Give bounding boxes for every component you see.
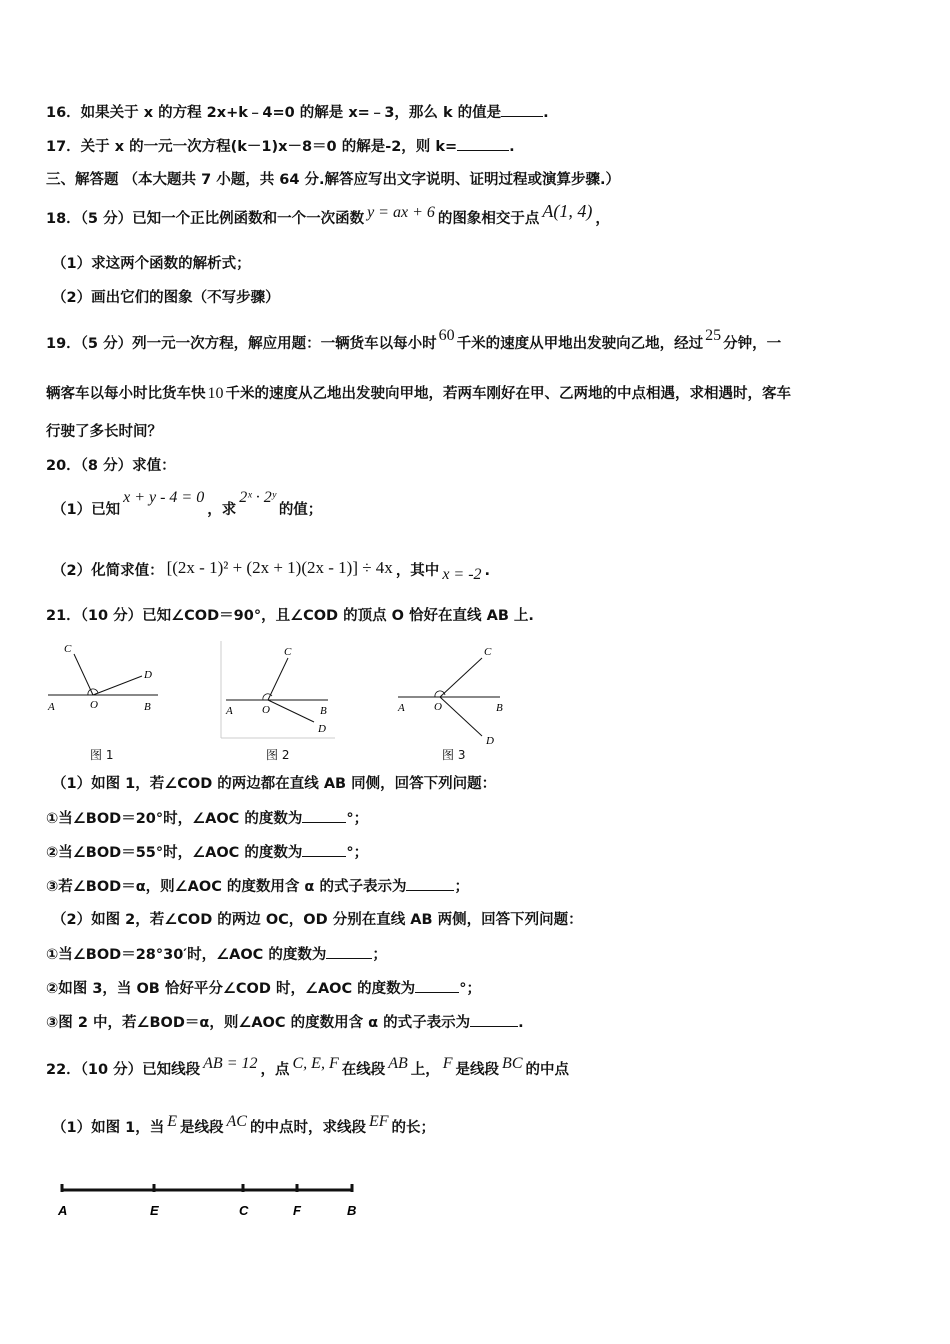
answer-blank <box>302 808 346 823</box>
q21-p2-2-text: ②如图 3，当 OB 恰好平分∠COD 时，∠AOC 的度数为 <box>46 981 416 997</box>
label-c: C <box>64 643 72 655</box>
figure-3 <box>396 640 516 746</box>
q19-speed: 60 <box>438 327 455 344</box>
ray-od <box>93 676 142 695</box>
q18-part-2: （2）画出它们的图象（不写步骤） <box>52 290 280 306</box>
q22-text-e: 是线段 <box>455 1062 500 1078</box>
q21-p1-2-end: °； <box>346 845 369 861</box>
q22-text-c: 在线段 <box>341 1062 386 1078</box>
label-a: A <box>48 701 55 713</box>
q22-formula-1: AB = 12 <box>203 1055 258 1072</box>
q22-text-a: 22．（10 分）已知线段 <box>46 1062 201 1078</box>
figure-2-caption: 图 2 <box>266 748 290 762</box>
q18-formula: y = ax + 6 <box>367 204 435 221</box>
q22-text-d: 上， <box>410 1062 440 1078</box>
q20-p1-c: 的值； <box>278 502 323 518</box>
q21-p1-1-text: ①当∠BOD＝20°时，∠AOC 的度数为 <box>46 811 303 827</box>
ray-od <box>440 697 482 736</box>
section-heading: 三、解答题 （本大题共 7 小题，共 64 分.解答应写出文字说明、证明过程或演算步骤.） <box>46 172 621 188</box>
q22-formula-4: F <box>442 1055 453 1072</box>
q21-p2-item-1 <box>46 944 387 965</box>
q21-p2-item-3 <box>46 1012 524 1033</box>
answer-blank <box>302 842 346 857</box>
q17-end: . <box>509 139 515 155</box>
q21-p1-2-text: ②当∠BOD＝55°时，∠AOC 的度数为 <box>46 845 303 861</box>
label-d: D <box>144 669 152 681</box>
q20-p2-b: ，其中 <box>395 563 440 579</box>
q20-p2-formula-2: x = -2 <box>442 566 482 583</box>
q18-text: 18．（5 分）已知一个正比例函数和一个一次函数 <box>46 211 365 227</box>
q21-p2-1-end: ； <box>372 947 387 963</box>
q22-p1-formula-2: AC <box>226 1113 247 1130</box>
q20-p2-a: （2）化简求值： <box>52 563 164 579</box>
q21-p1-item-1 <box>46 808 368 829</box>
q19-line-2 <box>46 384 791 404</box>
ray-oc <box>440 658 482 697</box>
figure-2 <box>220 640 340 742</box>
question-17 <box>46 136 515 157</box>
q19-text-c: 分钟，一 <box>723 336 782 352</box>
question-22 <box>46 1055 569 1080</box>
q22-text-f: 的中点 <box>525 1062 569 1078</box>
q21-p2-1-text: ①当∠BOD＝28°30′时，∠AOC 的度数为 <box>46 947 327 963</box>
q21-part-2: （2）如图 2，若∠COD 的两边 OC，OD 分别在直线 AB 两侧，回答下列问题： <box>52 912 583 928</box>
label-b: B <box>496 702 503 714</box>
seg-label-c: C <box>239 1203 249 1218</box>
label-o: O <box>262 704 270 716</box>
q22-formula-2: C, E, F <box>292 1055 339 1072</box>
label-c: C <box>484 646 492 658</box>
question-19 <box>46 327 782 354</box>
q21-p2-3-end: . <box>518 1015 524 1031</box>
q19-text: 19．（5 分）列一元一次方程，解应用题：一辆货车以每小时 <box>46 336 437 352</box>
q22-formula-5: BC <box>502 1055 523 1072</box>
label-d: D <box>318 723 326 735</box>
q20-p2-c: . <box>484 563 491 579</box>
ray-oc <box>74 654 93 695</box>
label-a: A <box>398 702 405 714</box>
q18-text-c: ， <box>595 211 610 227</box>
q21-p1-item-2 <box>46 842 368 863</box>
q21-p2-item-2 <box>46 978 481 999</box>
label-b: B <box>144 701 151 713</box>
q16-text: 16．如果关于 x 的方程 2x+k﹣4=0 的解是 x=﹣3，那么 k 的值是 <box>46 105 502 121</box>
q20-part-2 <box>52 560 490 581</box>
question-16 <box>46 102 549 123</box>
question-18 <box>46 201 610 229</box>
answer-blank <box>326 944 372 959</box>
q20-p1-formula-2: 2ˣ · 2ʸ <box>239 489 276 506</box>
q21-p1-3-end: ； <box>454 879 469 895</box>
question-21: 21．（10 分）已知∠COD＝90°，且∠COD 的顶点 O 恰好在直线 AB 上. <box>46 608 534 624</box>
angle-arc <box>263 694 272 700</box>
q20-p1-b: ，求 <box>207 502 237 518</box>
label-b: B <box>320 705 327 717</box>
q22-p1-b: 是线段 <box>180 1120 224 1136</box>
ray-oc <box>268 658 288 700</box>
answer-blank <box>470 1012 518 1027</box>
q22-p1-a: （1）如图 1，当 <box>52 1120 165 1136</box>
figure-1-caption: 图 1 <box>90 748 114 762</box>
q22-p1-formula-3: EF <box>368 1113 389 1130</box>
answer-blank <box>415 978 459 993</box>
label-a: A <box>226 705 233 717</box>
q22-p1-formula-1: E <box>167 1113 178 1130</box>
label-o: O <box>90 699 98 711</box>
q20-p1-a: （1）已知 <box>52 502 121 518</box>
figure-1 <box>46 640 166 720</box>
q22-part-1 <box>52 1113 436 1138</box>
q18-text-b: 的图象相交于点 <box>437 211 540 227</box>
seg-label-b: B <box>347 1203 357 1218</box>
seg-label-a: A <box>58 1203 68 1218</box>
q22-text-b: ，点 <box>260 1062 290 1078</box>
q21-p1-3-text: ③若∠BOD＝α，则∠AOC 的度数用含 α 的式子表示为 <box>46 879 407 895</box>
q19-minutes: 25 <box>705 327 722 344</box>
q16-end: . <box>543 105 549 121</box>
segment-figure <box>50 1178 370 1226</box>
ray-od <box>268 700 314 722</box>
q18-point: A(1, 4) <box>542 201 593 221</box>
seg-label-e: E <box>150 1203 159 1218</box>
q20-p1-formula: x + y - 4 = 0 <box>123 489 205 506</box>
q19-line-3: 行驶了多长时间？ <box>46 424 162 440</box>
q22-p1-c: 的中点时，求线段 <box>249 1120 366 1136</box>
q21-p2-2-end: °； <box>459 981 481 997</box>
q19-diff: 10 <box>207 385 224 402</box>
answer-blank <box>457 136 509 151</box>
answer-blank <box>406 876 454 891</box>
question-20: 20．（8 分）求值： <box>46 458 176 474</box>
q22-p1-d: 的长； <box>391 1120 436 1136</box>
q19-text-b: 千米的速度从甲地出发驶向乙地，经过 <box>456 336 704 352</box>
answer-blank <box>501 102 543 117</box>
q19-line2-a: 辆客车以每小时比货车快 <box>46 386 206 402</box>
q22-formula-3: AB <box>388 1055 408 1072</box>
seg-label-f: F <box>293 1203 301 1218</box>
q21-part-1: （1）如图 1，若∠COD 的两边都在直线 AB 同侧，回答下列问题： <box>52 776 497 792</box>
figure-3-caption: 图 3 <box>442 748 466 762</box>
q21-p2-3-text: ③图 2 中，若∠BOD＝α，则∠AOC 的度数用含 α 的式子表示为 <box>46 1015 471 1031</box>
q19-line2-b: 千米的速度从乙地出发驶向甲地，若两车刚好在甲、乙两地的中点相遇，求相遇时，客车 <box>225 386 791 402</box>
q20-p2-formula: [(2x - 1)² + (2x + 1)(2x - 1)] ÷ 4x <box>166 558 393 577</box>
q18-part-1: （1）求这两个函数的解析式； <box>52 256 251 272</box>
q21-p1-1-end: °； <box>346 811 369 827</box>
q20-part-1 <box>52 489 323 520</box>
q21-p1-item-3 <box>46 876 469 897</box>
label-o: O <box>434 701 442 713</box>
label-d: D <box>486 735 494 746</box>
q17-text: 17．关于 x 的一元一次方程(k－1)x－8＝0 的解是-2，则 k= <box>46 139 458 155</box>
label-c: C <box>284 646 292 658</box>
